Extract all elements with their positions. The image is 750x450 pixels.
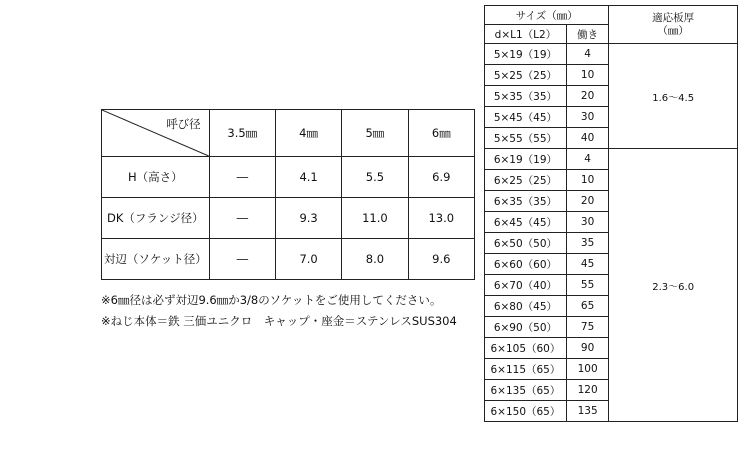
row-value: ―: [209, 198, 275, 239]
size-cell: 6×135（65）: [485, 380, 567, 401]
count-cell: 30: [566, 107, 608, 128]
size-cell: 6×60（60）: [485, 254, 567, 275]
diameter-col-header: 6㎜: [408, 110, 474, 157]
plate-thickness-header-text: 適応板厚 （㎜）: [652, 11, 695, 37]
count-cell: 75: [566, 317, 608, 338]
count-cell: 100: [566, 359, 608, 380]
count-cell: 10: [566, 170, 608, 191]
dimension-row-flange: [102, 198, 475, 239]
size-cell: 5×45（45）: [485, 107, 567, 128]
size-cell: 6×70（40）: [485, 275, 567, 296]
size-cell: 6×80（45）: [485, 296, 567, 317]
size-cell: 5×35（35）: [485, 86, 567, 107]
count-cell: 90: [566, 338, 608, 359]
size-cell: 6×25（25）: [485, 170, 567, 191]
size-table: [484, 5, 738, 422]
count-cell: 40: [566, 128, 608, 149]
plate-thickness-cell: 2.3～6.0: [609, 149, 738, 422]
count-cell: 4: [566, 44, 608, 65]
size-header: サイズ（㎜）: [485, 6, 609, 25]
diameter-col-header: 3.5㎜: [209, 110, 275, 157]
row-value: ―: [209, 239, 275, 280]
size-cell: 6×150（65）: [485, 401, 567, 422]
size-cell: 6×35（35）: [485, 191, 567, 212]
count-cell: 10: [566, 65, 608, 86]
diameter-col-header: 4㎜: [275, 110, 341, 157]
count-cell: 55: [566, 275, 608, 296]
dimension-table: [101, 109, 475, 280]
count-subheader: 働き: [566, 25, 608, 44]
count-cell: 120: [566, 380, 608, 401]
row-value: ―: [209, 157, 275, 198]
dimension-header-row: [102, 110, 475, 157]
count-cell: 45: [566, 254, 608, 275]
size-subheader: d×L1（L2）: [485, 25, 567, 44]
size-cell: 5×25（25）: [485, 65, 567, 86]
row-value: 11.0: [342, 198, 408, 239]
count-cell: 30: [566, 212, 608, 233]
size-cell: 5×19（19）: [485, 44, 567, 65]
row-value: 5.5: [342, 157, 408, 198]
row-value: 9.3: [275, 198, 341, 239]
count-cell: 4: [566, 149, 608, 170]
size-row: [485, 44, 738, 65]
dimension-row-height: [102, 157, 475, 198]
size-cell: 6×50（50）: [485, 233, 567, 254]
row-value: 4.1: [275, 157, 341, 198]
dimension-row-socket: [102, 239, 475, 280]
size-cell: 6×105（60）: [485, 338, 567, 359]
nominal-diameter-label: 呼び径: [166, 117, 201, 131]
size-cell: 6×19（19）: [485, 149, 567, 170]
row-value: 7.0: [275, 239, 341, 280]
row-label: 対辺（ソケット径）: [102, 239, 210, 280]
diameter-col-header: 5㎜: [342, 110, 408, 157]
size-cell: 6×115（65）: [485, 359, 567, 380]
note-socket: ※6㎜径は必ず対辺9.6㎜か3/8のソケットをご使用してください。: [101, 293, 442, 307]
count-cell: 135: [566, 401, 608, 422]
row-value: 9.6: [408, 239, 474, 280]
plate-thickness-header: [609, 6, 738, 44]
size-cell: 6×90（50）: [485, 317, 567, 338]
count-cell: 20: [566, 86, 608, 107]
plate-thickness-cell: 1.6～4.5: [609, 44, 738, 149]
diagonal-header-cell: [102, 110, 210, 157]
size-table-body: [485, 44, 738, 422]
size-header-row: [485, 6, 738, 25]
row-value: 6.9: [408, 157, 474, 198]
count-cell: 65: [566, 296, 608, 317]
size-cell: 6×45（45）: [485, 212, 567, 233]
row-label: DK（フランジ径）: [102, 198, 210, 239]
count-cell: 20: [566, 191, 608, 212]
size-row: [485, 149, 738, 170]
row-value: 13.0: [408, 198, 474, 239]
size-cell: 5×55（55）: [485, 128, 567, 149]
row-value: 8.0: [342, 239, 408, 280]
note-material: ※ねじ本体＝鉄 三価ユニクロ キャップ・座金＝ステンレスSUS304: [101, 314, 457, 328]
count-cell: 35: [566, 233, 608, 254]
row-label: H（高さ）: [102, 157, 210, 198]
